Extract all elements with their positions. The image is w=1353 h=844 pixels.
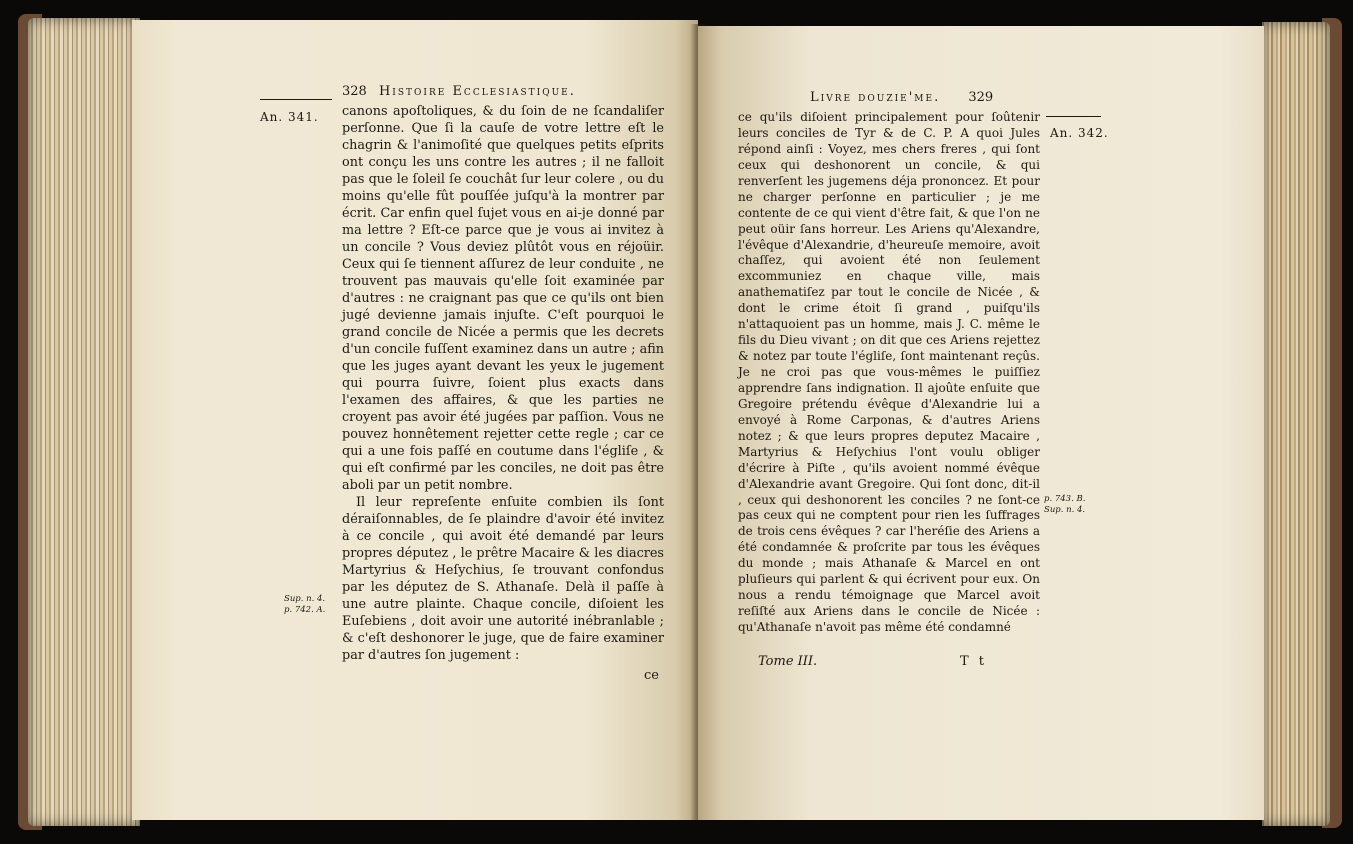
margin-ref-line: p. 742. A. — [284, 605, 326, 615]
margin-year-right: An. 342. — [1050, 126, 1109, 140]
margin-ref-line: Sup. n. 4. — [284, 594, 326, 604]
left-body-text — [342, 104, 664, 664]
right-page-edges — [1262, 22, 1330, 826]
page-number-left: 328 — [342, 84, 367, 99]
paragraph: canons apoſtoliques, & du ſoin de ne ſcandaliſer perſonne. Que ſi la cauſe de votre lettre eſt le chagrin & l'animoſité que quelques petits eſprits ont conçu les uns contre les autres ; il ne falloit pas que le ſoleil ſe couchât ſur leur colere , ou du moins qu'elle fût pouſſée juſqu'à la montrer par écrit. Car enfin quel ſujet vous en ai-je donné par ma lettre ? Eſt-ce parce que je vous ai invitez à un concile ? Vous deviez plûtôt vous en réjoüir. Ceux qui ſe tiennent aſſurez de leur conduite , ne trouvent pas mauvais qu'elle ſoit examinée par d'autres : ne craignant pas que ce qu'ils ont bien jugé devienne jamais injuſte. C'eſt pourquoi le grand concile de Nicée a permis que les decrets d'un concile fuſſent examinez dans un autre ; afin que les juges ayant devant les yeux le jugement qui pourra ſuivre, ſoient plus exacts dans l'examen des affaires, & que les parties ne croyent pas avoir été jugées par paſſion. Vous ne pouvez honnêtement rejetter cette regle ; car ce qui a une fois paſſé en coutume dans l'égliſe , & qui eſt confirmé par les conciles, ne doit pas être aboli par un petit nombre. — [342, 104, 664, 493]
running-title-left: Histoire Ecclesiastique. — [378, 84, 576, 99]
margin-ref-line: p. 743. B. — [1044, 494, 1086, 504]
margin-ref-line: Sup. n. 4. — [1044, 505, 1086, 515]
paragraph: ce qu'ils diſoient principalement pour ſoûtenir leurs conciles de Tyr & de C. P. A quoi Jules répond ainſi : Voyez, mes chers freres , qui ſont ceux qui deshonorent un concile, & qui renverſent les jugemens déja prononcez. Et pour ne charger perſonne en particulier ; je me contente de ce qui vient d'être fait, & que l'on ne peut oüir ſans horreur. Les Ariens qu'Alexandre, l'évêque d'Alexandrie, d'heureuſe memoire, avoit chaſſez, qui avoient été non ſeulement excommuniez en chaque ville, mais anathematiſez par tout le concile de Nicée , & dont le crime étoit ſi grand , puiſqu'ils n'attaquoient pas un homme, mais J. C. même le fils du Dieu vivant ; on dit que ces Ariens rejettez & notez par toute l'égliſe, ſont maintenant reçûs. Je ne croi pas que vous-mêmes le puiſſiez apprendre ſans indignation. Il ajoûte enſuite que Gregoire prétendu évêque d'Alexandrie lui a envoyé à Rome Carponas, & d'autres Ariens notez ; & que leurs propres deputez Macaire , Martyrius & Heſychius l'ont voulu obliger d'écrire à Piſte , qu'ils avoient nommé évêque d'Alexandrie avant Gregoire. Qui ſont donc, dit-il , ceux qui deshonorent les conciles ? ne ſont-ce pas ceux qui ne comptent pour rien les ſuffrages de trois cens évêques ? car l'heréſie des Ariens a été condamnée & proſcrite par tous les évêques du monde ; mais Athanaſe & Marcel en ont pluſieurs qui parlent & qui écrivent pour eux. On nous a rendu témoignage que Marcel avoit reſiſté aux Ariens dans le concile de Nicée : qu'Athanaſe n'avoit pas même été condamné — [738, 110, 1040, 634]
running-title-right: Livre douzie'me. — [810, 90, 941, 105]
paragraph: Il leur repreſente enſuite combien ils ſont déraiſonnables, de ſe plaindre d'avoir été invitez à ce concile , qui avoit été demandé par leurs propres députez , le prêtre Macaire & les diacres Martyrius & Heſychius, ſe trouvant confondus par les députez de S. Athanaſe. Delà il paſſe à une autre plainte. Chaque concile, diſoient les Euſebiens , doit avoir une autorité inébranlable ; & c'eſt deshonorer le juge, que de faire examiner par d'autres ſon jugement : — [342, 494, 664, 663]
signature-mark: T t — [960, 654, 988, 669]
right-body-text — [738, 110, 1040, 636]
margin-year-left: An. 341. — [260, 110, 319, 124]
catchword: ce — [644, 668, 659, 683]
margin-reference-left — [284, 594, 325, 616]
right-page — [698, 26, 1264, 820]
page-number-right: 329 — [968, 90, 994, 105]
head-rule-right — [1046, 116, 1101, 117]
running-head-right — [810, 90, 999, 105]
running-head-left — [342, 84, 576, 99]
head-rule-left — [260, 99, 332, 100]
left-page-edges — [28, 18, 140, 826]
margin-reference-right — [1044, 494, 1085, 516]
left-page — [132, 20, 698, 820]
tome-label: Tome III. — [758, 654, 818, 669]
